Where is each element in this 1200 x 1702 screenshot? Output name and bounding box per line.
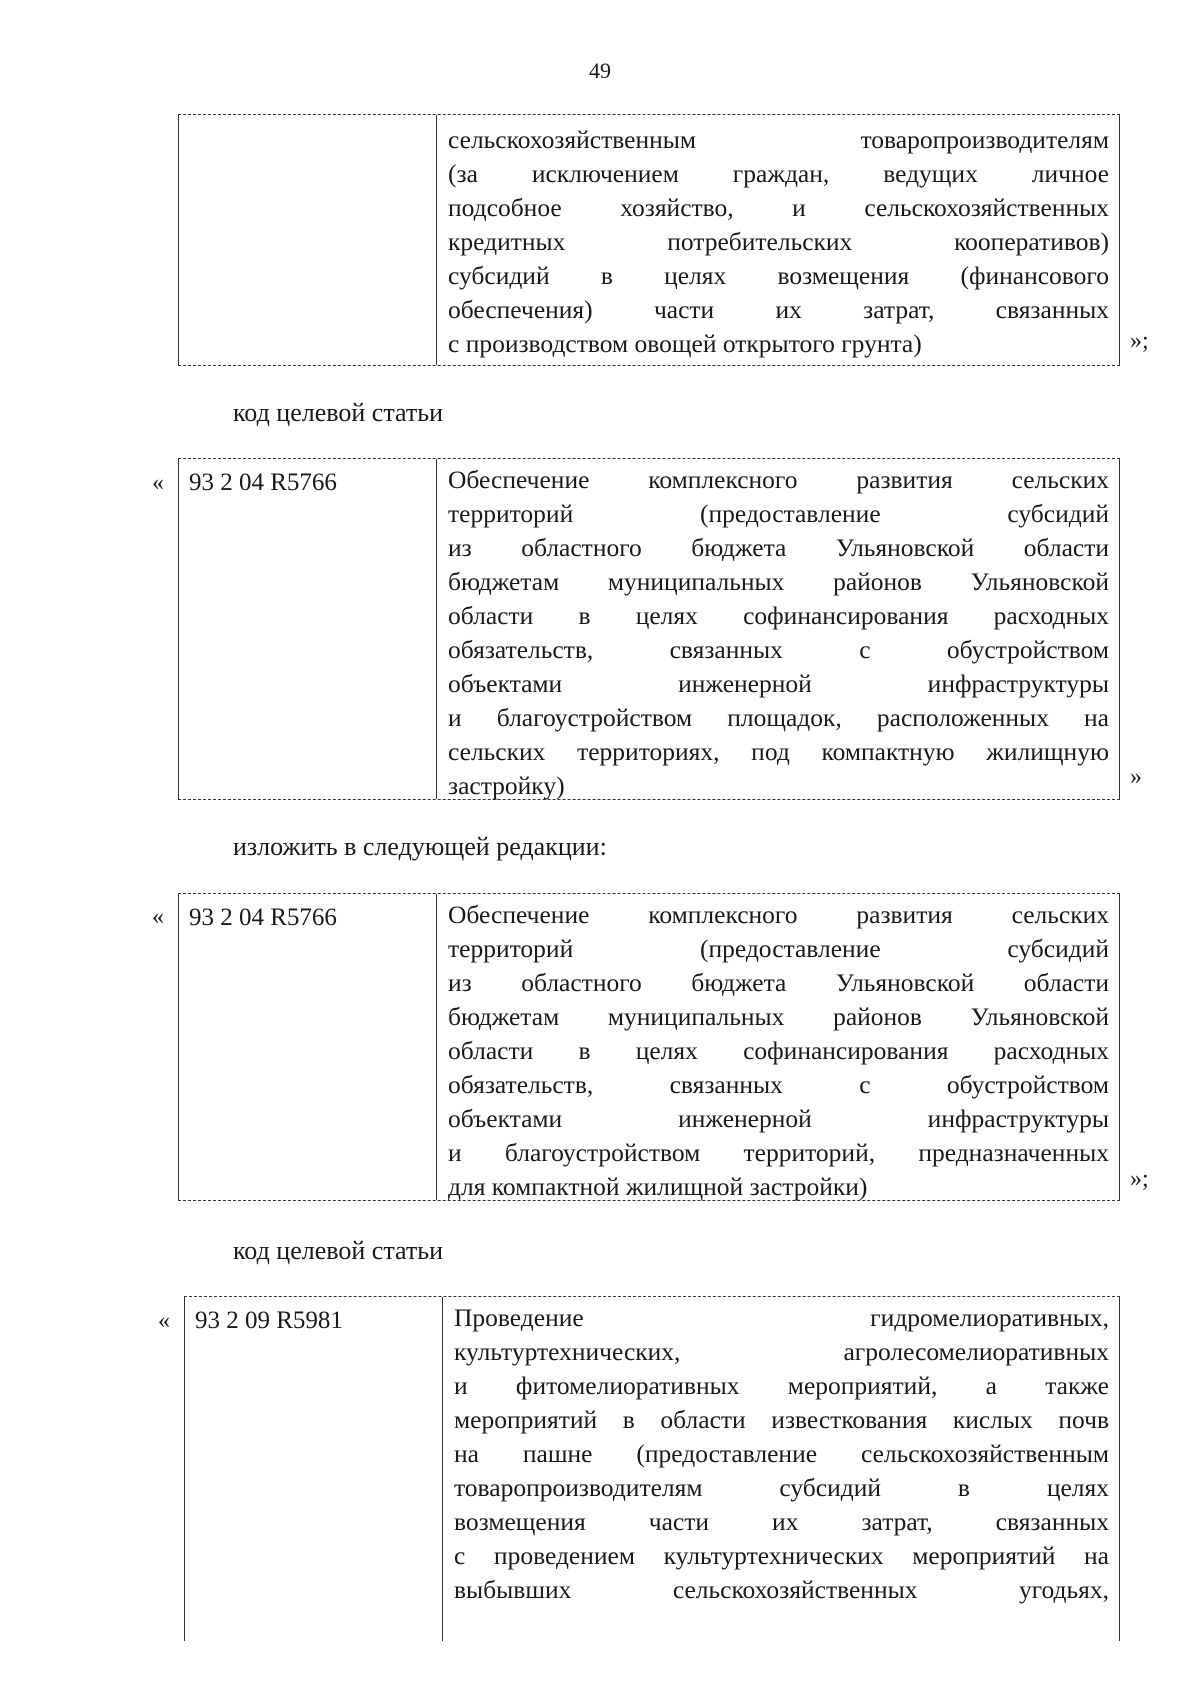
description-line: бюджетам муниципальных районов Ульяновской — [448, 567, 1109, 596]
description-line: из областного бюджета Ульяновской области — [448, 968, 1109, 997]
description-line: и фитомелиоративных мероприятий, а также — [454, 1371, 1109, 1400]
description-line: Обеспечение комплексного развития сельских — [448, 465, 1109, 494]
target-code: 93 2 04 R5766 — [178, 894, 438, 1200]
description-cell — [436, 459, 1120, 799]
instruction-text: изложить в следующей редакции: — [233, 832, 607, 861]
description-line: области в целях софинансирования расходных — [448, 1036, 1109, 1065]
opening-quote: « — [152, 904, 164, 930]
description-line: застройку) — [448, 771, 565, 800]
description-line: из областного бюджета Ульяновской области — [448, 533, 1109, 562]
description-line: выбывших сельскохозяйственных угодьях, — [454, 1575, 1109, 1604]
opening-quote: « — [158, 1308, 170, 1334]
description-line: мероприятий в области известкования кислых почв — [454, 1405, 1109, 1434]
target-code: 93 2 09 R5981 — [184, 1297, 444, 1641]
description-line: Проведение гидромелиоративных, — [454, 1303, 1109, 1332]
description-line: Обеспечение комплексного развития сельских — [448, 900, 1109, 929]
description-cell — [436, 894, 1120, 1200]
description-line: обязательств, связанных с обустройством — [448, 1070, 1109, 1099]
opening-quote: « — [152, 470, 164, 496]
description-line: субсидий в целях возмещения (финансового — [448, 261, 1109, 290]
closing-quote: »; — [1130, 1166, 1149, 1192]
page-number: 49 — [589, 58, 611, 83]
description-line: и благоустройством площадок, расположенных на — [448, 703, 1109, 732]
description-cell — [442, 1297, 1120, 1641]
table-block-4 — [184, 1296, 1120, 1641]
code-cell — [178, 115, 438, 365]
description-line: с производством овощей открытого грунта) — [448, 329, 922, 358]
description-line: товаропроизводителям субсидий в целях — [454, 1473, 1109, 1502]
description-line: на пашне (предоставление сельскохозяйственным — [454, 1439, 1109, 1468]
closing-quote: »; — [1130, 328, 1149, 354]
description-line: и благоустройством территорий, предназначенных — [448, 1138, 1109, 1167]
description-line: возмещения части их затрат, связанных — [454, 1507, 1109, 1536]
table-block-3 — [178, 893, 1120, 1201]
target-code: 93 2 04 R5766 — [178, 459, 438, 799]
description-line: бюджетам муниципальных районов Ульяновской — [448, 1002, 1109, 1031]
description-line: территорий (предоставление субсидий — [448, 499, 1109, 528]
description-line: обеспечения) части их затрат, связанных — [448, 295, 1109, 324]
description-line: объектами инженерной инфраструктуры — [448, 1104, 1109, 1133]
description-line: области в целях софинансирования расходных — [448, 601, 1109, 630]
target-code-label: код целевой статьи — [233, 398, 443, 427]
table-block-2 — [178, 458, 1120, 800]
target-code-label: код целевой статьи — [233, 1236, 443, 1265]
description-line: для компактной жилищной застройки) — [448, 1172, 868, 1201]
description-cell — [436, 115, 1120, 365]
description-line: культуртехнических, агролесомелиоративных — [454, 1337, 1109, 1366]
table-block-1 — [178, 114, 1120, 366]
description-line: сельских территориях, под компактную жилищную — [448, 737, 1109, 766]
description-line: обязательств, связанных с обустройством — [448, 635, 1109, 664]
closing-quote: » — [1130, 764, 1142, 790]
description-line: с проведением культуртехнических мероприятий на — [454, 1541, 1109, 1570]
description-line: кредитных потребительских кооперативов) — [448, 227, 1109, 256]
description-line: территорий (предоставление субсидий — [448, 934, 1109, 963]
description-line: подсобное хозяйство, и сельскохозяйственных — [448, 193, 1109, 222]
description-line: объектами инженерной инфраструктуры — [448, 669, 1109, 698]
description-line: сельскохозяйственным товаропроизводителям — [448, 125, 1109, 154]
description-line: (за исключением граждан, ведущих личное — [448, 159, 1109, 188]
